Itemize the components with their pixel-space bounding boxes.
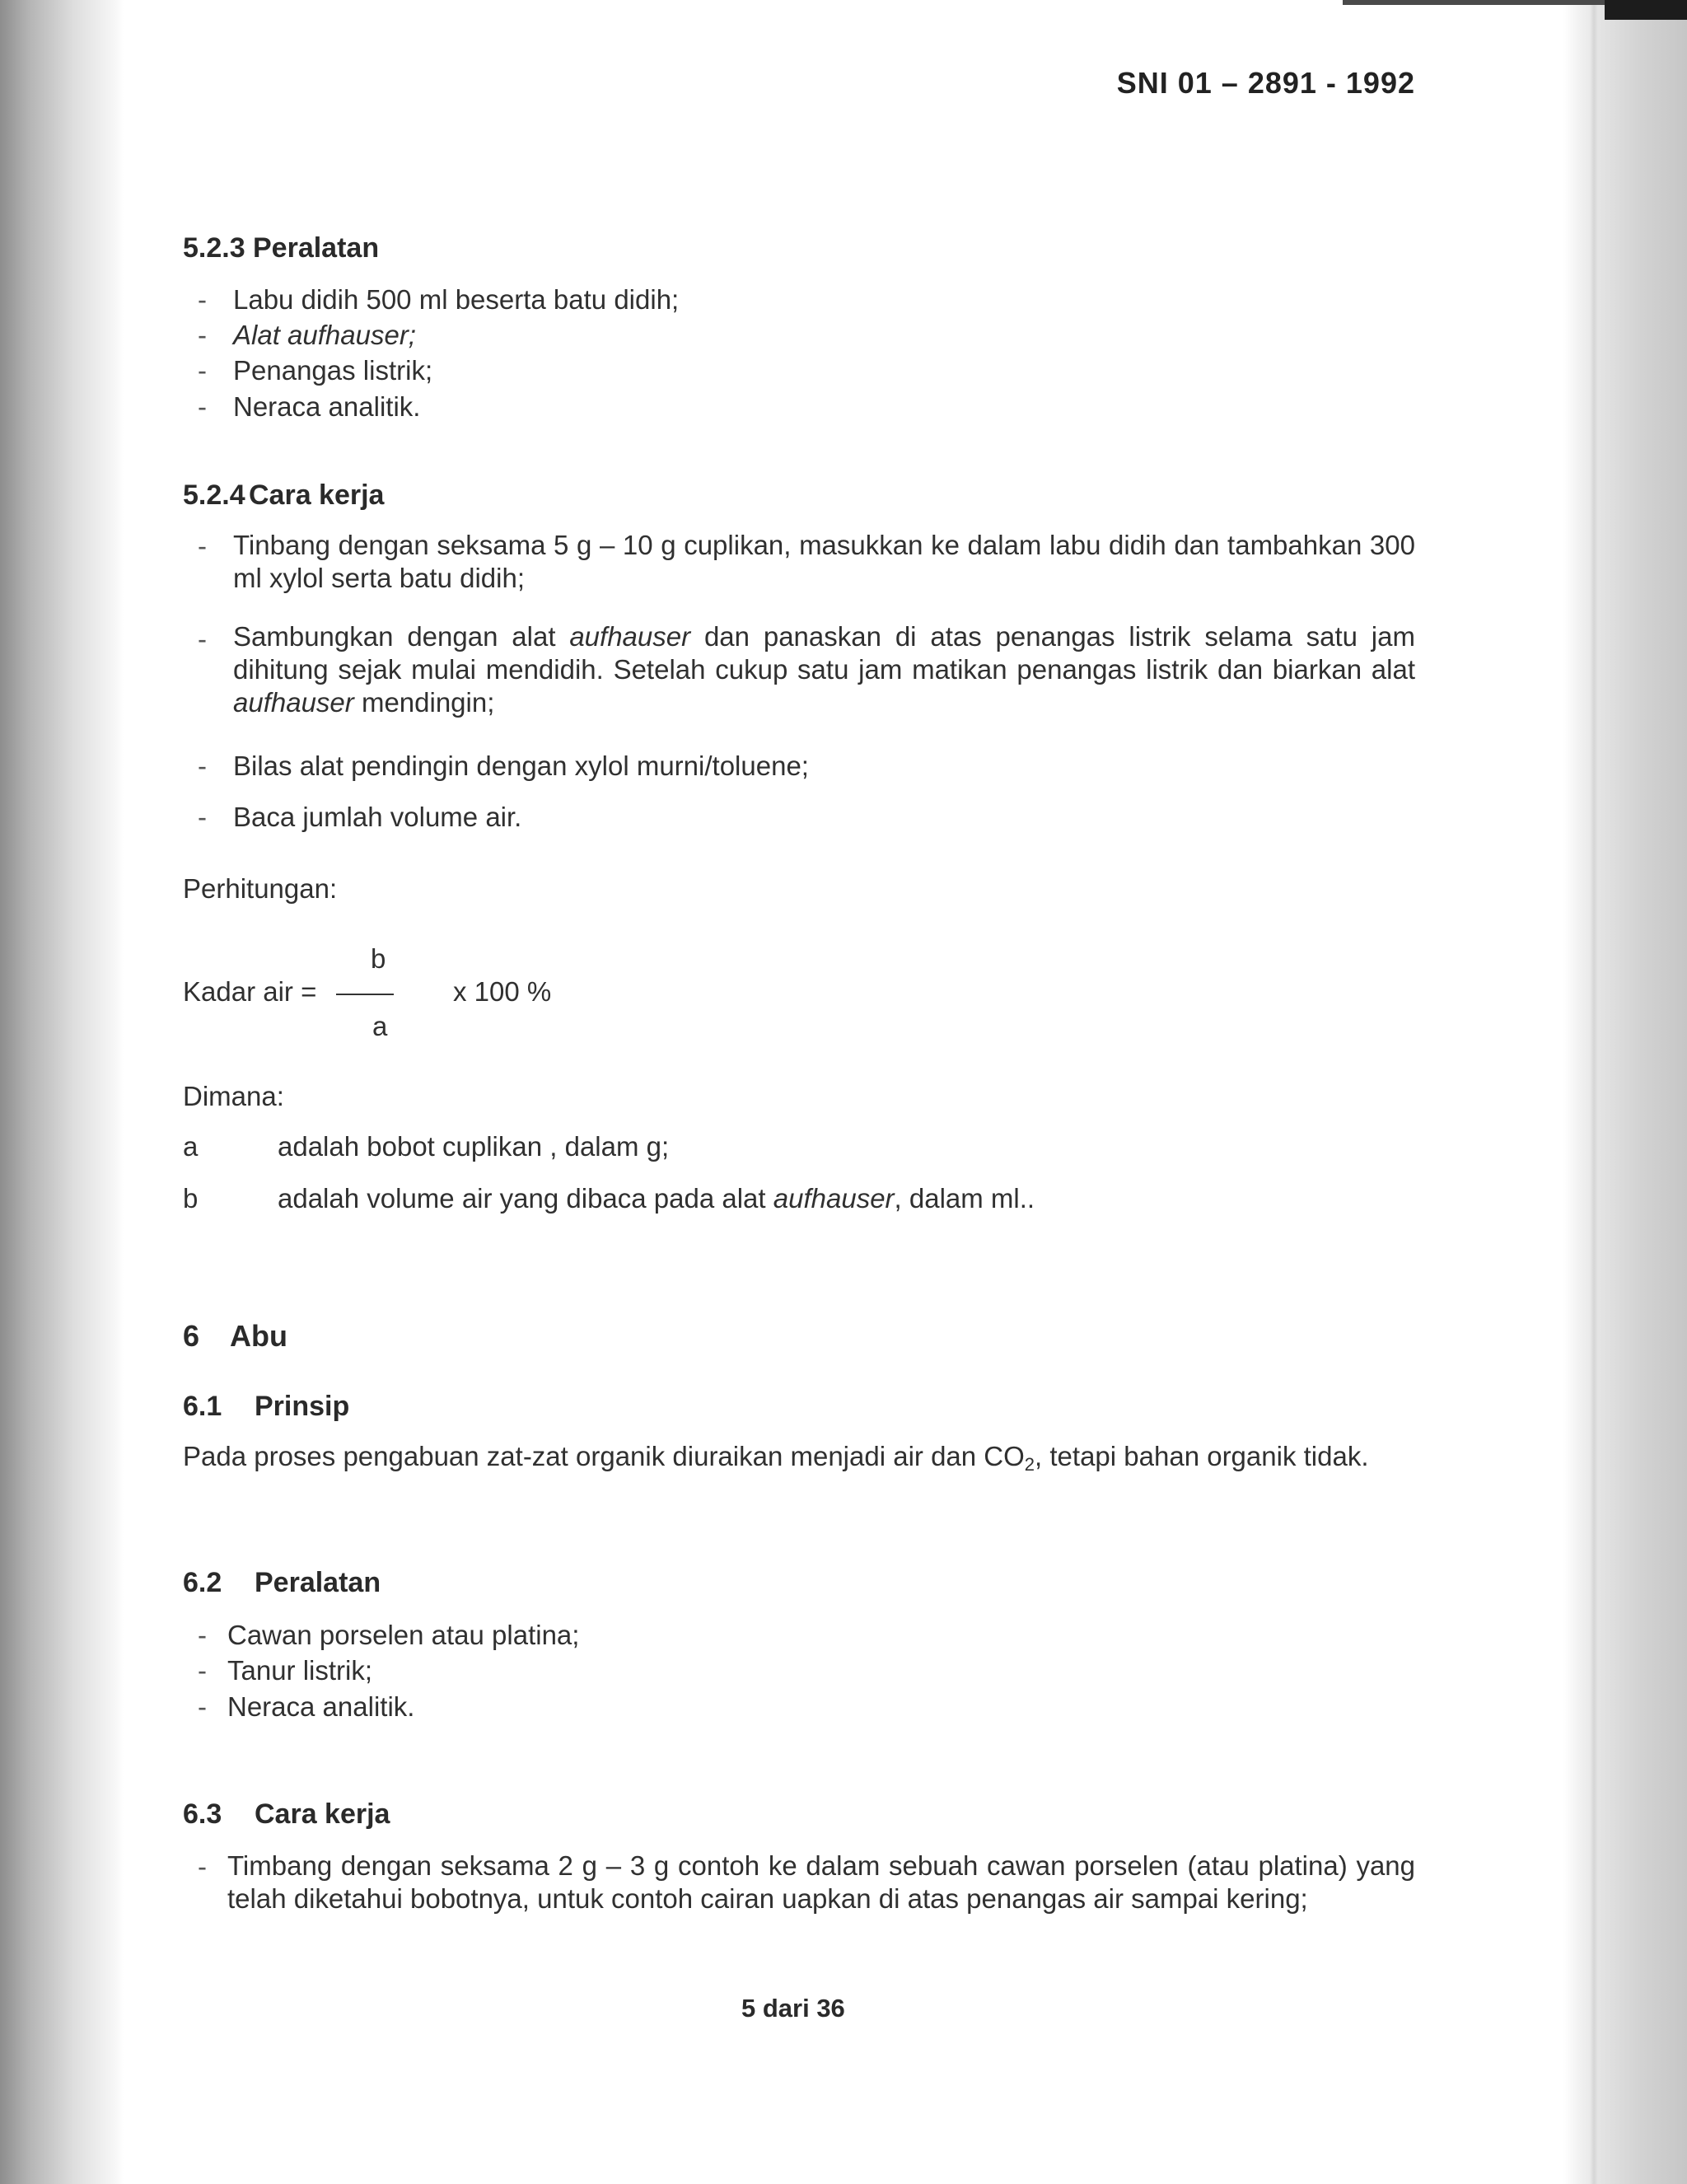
heading-number: 6.2	[183, 1567, 222, 1598]
paragraph-text: Pada proses pengabuan zat-zat organik diuraikan menjadi air dan CO	[183, 1441, 1025, 1471]
scan-right-margin-shadow	[1563, 0, 1687, 2184]
heading-title: Cara kerja	[249, 479, 385, 511]
variable-symbol: a	[183, 1131, 199, 1162]
list-item: Neraca analitik.	[227, 1691, 415, 1722]
variable-symbol: b	[183, 1183, 199, 1214]
procedure-step: Bilas alat pendingin dengan xylol murni/toluene;	[233, 751, 809, 781]
where-label: Dimana:	[183, 1081, 284, 1111]
principle-paragraph	[183, 1440, 1415, 1481]
bullet-dash: -	[198, 284, 207, 315]
heading-5-2-4	[183, 479, 384, 512]
page-number: 5 dari 36	[741, 1994, 845, 2023]
heading-title: Cara kerja	[255, 1798, 390, 1830]
procedure-step: Timbang dengan seksama 2 g – 3 g contoh ke dalam sebuah cawan porselen (atau platina) yang telah diketahui bobotnya, untuk contoh cairan uapkan di atas penangas air sampai kering;	[227, 1850, 1415, 1914]
formula-numerator: b	[371, 943, 386, 974]
description-text: adalah volume air yang dibaca pada alat	[278, 1183, 766, 1214]
list-item: Penangas listrik;	[233, 355, 433, 386]
subscript-text: 2	[1024, 1454, 1035, 1475]
list-item: Tanur listrik;	[227, 1655, 373, 1686]
calculation-label: Perhitungan:	[183, 873, 338, 904]
step-italic-text: aufhauser	[233, 687, 354, 718]
bullet-dash: -	[198, 1691, 207, 1722]
procedure-step: Baca jumlah volume air.	[233, 802, 522, 832]
bullet-dash: -	[198, 320, 207, 350]
list-item: Neraca analitik.	[233, 391, 421, 422]
step-italic-text: aufhauser	[569, 621, 691, 652]
bullet-dash: -	[198, 1655, 207, 1686]
procedure-step: Tinbang dengan seksama 5 g – 10 g cuplikan, masukkan ke dalam labu didih dan tambahkan 300 ml xylol serta batu didih;	[233, 530, 1415, 593]
heading-5-2-3	[183, 232, 379, 264]
bullet-dash: -	[198, 1620, 207, 1650]
heading-title: Prinsip	[255, 1391, 350, 1422]
formula-rhs: x 100 %	[453, 976, 552, 1007]
variable-description	[278, 1183, 1035, 1214]
paragraph-text: , tetapi bahan organik tidak.	[1035, 1441, 1369, 1471]
formula-lhs: Kadar air =	[183, 976, 317, 1007]
formula-fraction-bar	[336, 994, 394, 995]
heading-6-1	[183, 1391, 349, 1423]
heading-number: 5.2.3	[183, 232, 245, 264]
heading-number: 5.2.4	[183, 479, 245, 511]
heading-6-3	[183, 1798, 390, 1831]
heading-title: Abu	[230, 1319, 287, 1353]
heading-6-2	[183, 1567, 381, 1599]
heading-number: 6	[183, 1319, 200, 1353]
step-text: mendingin;	[361, 687, 495, 718]
scan-left-margin-shadow	[0, 0, 124, 2184]
bullet-dash: -	[198, 355, 207, 386]
procedure-step	[233, 620, 1415, 719]
list-item	[233, 320, 416, 351]
description-italic-text: aufhauser	[773, 1183, 895, 1214]
step-text: Sambungkan dengan alat	[233, 621, 556, 652]
formula-denominator: a	[372, 1011, 388, 1041]
heading-number: 6.1	[183, 1391, 222, 1422]
scan-top-right-corner	[1605, 0, 1687, 20]
list-item-italic-text: Alat aufhauser;	[233, 320, 416, 350]
list-item: Cawan porselen atau platina;	[227, 1620, 580, 1650]
bullet-dash: -	[198, 531, 207, 561]
bullet-dash: -	[198, 391, 207, 422]
scan-page-edge	[1590, 0, 1598, 2184]
bullet-dash: -	[198, 624, 207, 654]
bullet-dash: -	[198, 751, 207, 781]
step-text: dan panaskan di atas penangas listrik selama satu jam dihitung sejak mulai mendidih. Setelah cukup satu jam matikan penangas listrik dan biarkan alat	[233, 621, 1415, 685]
heading-title: Peralatan	[253, 232, 380, 264]
document-standard-number: SNI 01 – 2891 - 1992	[1116, 66, 1415, 100]
heading-6	[183, 1319, 287, 1354]
description-text: , dalam ml..	[894, 1183, 1035, 1214]
heading-number: 6.3	[183, 1798, 222, 1830]
heading-title: Peralatan	[255, 1567, 381, 1598]
bullet-dash: -	[198, 1851, 207, 1882]
variable-description: adalah bobot cuplikan , dalam g;	[278, 1131, 670, 1162]
list-item: Labu didih 500 ml beserta batu didih;	[233, 284, 680, 315]
bullet-dash: -	[198, 802, 207, 832]
